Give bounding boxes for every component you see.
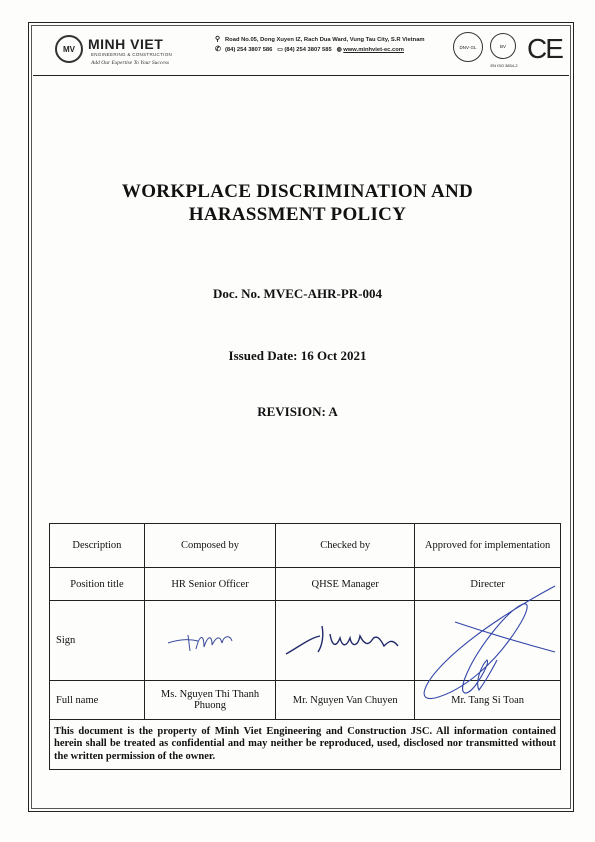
brand-subtitle: ENGINEERING & CONSTRUCTION: [91, 52, 173, 57]
contact-block: [215, 35, 485, 55]
position-composer: HR Senior Officer: [144, 568, 275, 601]
fax-icon: ▭: [277, 47, 283, 53]
revision-label: REVISION: A: [257, 404, 338, 419]
document-number: Doc. No. MVEC-AHR-PR-004: [213, 286, 382, 301]
bv-standard-label: EN ISO 3834-2: [490, 63, 518, 68]
issued-date: Issued Date: 16 Oct 2021: [228, 348, 367, 363]
fullname-row: [50, 681, 561, 720]
confidentiality-notice: [50, 720, 561, 770]
header-cell-composed: Composed by: [144, 524, 275, 568]
full-name-label: Full name: [50, 681, 145, 720]
title-line-1: WORKPLACE DISCRIMINATION AND: [121, 181, 474, 202]
sign-label: Sign: [50, 601, 145, 681]
confidentiality-row: [50, 720, 561, 770]
approver-signature-cell: [415, 601, 561, 681]
sign-row: [50, 601, 561, 681]
table-header-row: [50, 524, 561, 568]
company-fax: (84) 254 3807 585: [284, 47, 332, 53]
phone-icon: ✆: [215, 46, 221, 53]
company-tagline: Add Our Expertise To Your Success: [91, 60, 169, 66]
globe-icon: ◍: [336, 47, 342, 53]
composer-signature: [144, 601, 275, 681]
company-logo: [55, 33, 205, 69]
company-address: Road No.05, Dong Xuyen IZ, Rach Dua Ward, Vung Tau City, S.R Vietnam: [225, 37, 425, 43]
logo-mark-icon: MV: [55, 35, 83, 63]
position-title-label: Position title: [50, 568, 145, 601]
position-checker: QHSE Manager: [276, 568, 415, 601]
letterhead: [33, 27, 569, 76]
brand-name: MINH VIET: [88, 36, 164, 52]
document-title: [60, 180, 535, 226]
header-cell-approved: Approved for implementation: [415, 524, 561, 568]
header-cell-description: Description: [50, 524, 145, 568]
company-phone: (84) 254 3807 586: [225, 47, 273, 53]
bureau-veritas-seal: BV: [490, 33, 516, 59]
name-composer: Ms. Nguyen Thi Thanh Phuong: [144, 681, 275, 720]
position-row: [50, 568, 561, 601]
title-line-2: HARASSMENT POLICY: [188, 204, 407, 225]
checker-signature: [276, 601, 415, 681]
name-approver: Mr. Tang Si Toan: [415, 681, 561, 720]
confidentiality-text: This document is the property of Minh Viet Engineering and Construction JSC. All information contained herein shall be treated as confidential and may neither be reproduced, used, disclosed nor transmitted without the written permission of the owner.: [54, 725, 556, 762]
location-pin-icon: ⚲: [215, 36, 221, 43]
ce-mark: CE: [527, 33, 562, 64]
name-checker: Mr. Nguyen Van Chuyen: [276, 681, 415, 720]
approval-table: [49, 523, 561, 770]
dnv-certification-seal: DNV·GL: [453, 32, 483, 62]
position-approver: Directer: [415, 568, 561, 601]
company-website-link[interactable]: www.minhviet-ec.com: [343, 47, 404, 53]
header-cell-checked: Checked by: [276, 524, 415, 568]
